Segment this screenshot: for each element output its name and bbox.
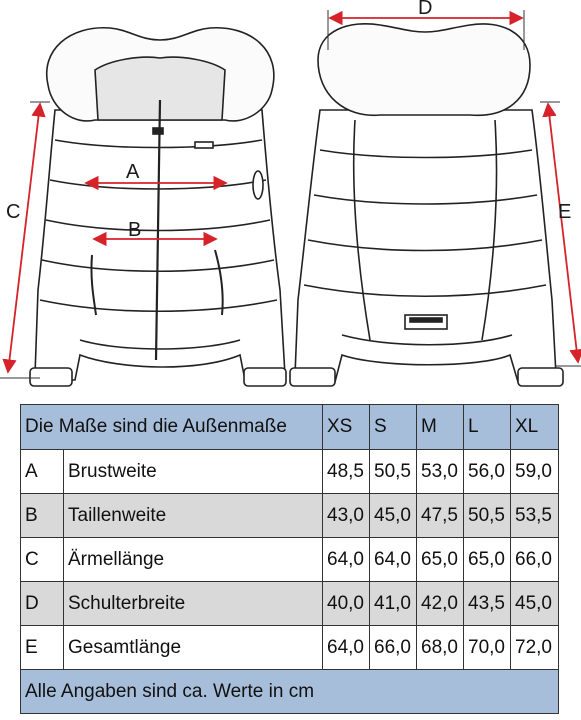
row-value: 65,0 <box>464 538 511 582</box>
row-name: Schulterbreite <box>64 582 323 626</box>
row-name: Brustweite <box>64 450 323 494</box>
row-value: 43,5 <box>464 582 511 626</box>
table-footer-note: Alle Angaben sind ca. Werte in cm <box>21 670 559 714</box>
row-code: D <box>21 582 64 626</box>
table-row <box>21 582 559 626</box>
size-header-l: L <box>464 405 511 450</box>
dim-label-b: B <box>128 219 142 241</box>
row-code: A <box>21 450 64 494</box>
table-row <box>21 494 559 538</box>
row-code: E <box>21 626 64 670</box>
row-value: 72,0 <box>511 626 559 670</box>
table-row <box>21 538 559 582</box>
row-code: B <box>21 494 64 538</box>
row-value: 66,0 <box>370 626 417 670</box>
dim-line-c <box>8 104 40 372</box>
row-value: 50,5 <box>464 494 511 538</box>
table-header-title: Die Maße sind die Außenmaße <box>21 405 323 450</box>
jacket-back-drawing <box>290 24 563 386</box>
dim-label-d: D <box>418 0 433 19</box>
table-header-row <box>21 405 559 450</box>
row-value: 45,0 <box>370 494 417 538</box>
row-value: 64,0 <box>323 626 370 670</box>
table-row <box>21 626 559 670</box>
row-value: 53,5 <box>511 494 559 538</box>
row-value: 42,0 <box>417 582 464 626</box>
row-name: Ärmellänge <box>64 538 323 582</box>
size-header-s: S <box>370 405 417 450</box>
row-value: 53,0 <box>417 450 464 494</box>
row-code: C <box>21 538 64 582</box>
row-value: 48,5 <box>323 450 370 494</box>
row-value: 64,0 <box>370 538 417 582</box>
dim-label-a: A <box>126 161 140 183</box>
row-value: 56,0 <box>464 450 511 494</box>
row-value: 43,0 <box>323 494 370 538</box>
row-value: 45,0 <box>511 582 559 626</box>
size-header-xs: XS <box>323 405 370 450</box>
row-value: 41,0 <box>370 582 417 626</box>
row-value: 59,0 <box>511 450 559 494</box>
row-value: 68,0 <box>417 626 464 670</box>
row-value: 40,0 <box>323 582 370 626</box>
table-footer-row <box>21 670 559 714</box>
row-value: 50,5 <box>370 450 417 494</box>
table-row <box>21 450 559 494</box>
size-table <box>20 404 559 714</box>
row-value: 47,5 <box>417 494 464 538</box>
row-value: 70,0 <box>464 626 511 670</box>
row-name: Gesamtlänge <box>64 626 323 670</box>
row-value: 65,0 <box>417 538 464 582</box>
jacket-front-drawing <box>30 28 286 386</box>
size-header-m: M <box>417 405 464 450</box>
size-header-xl: XL <box>511 405 559 450</box>
dim-label-c: C <box>6 201 21 223</box>
row-name: Taillenweite <box>64 494 323 538</box>
dim-label-e: E <box>558 201 572 223</box>
row-value: 66,0 <box>511 538 559 582</box>
row-value: 64,0 <box>323 538 370 582</box>
